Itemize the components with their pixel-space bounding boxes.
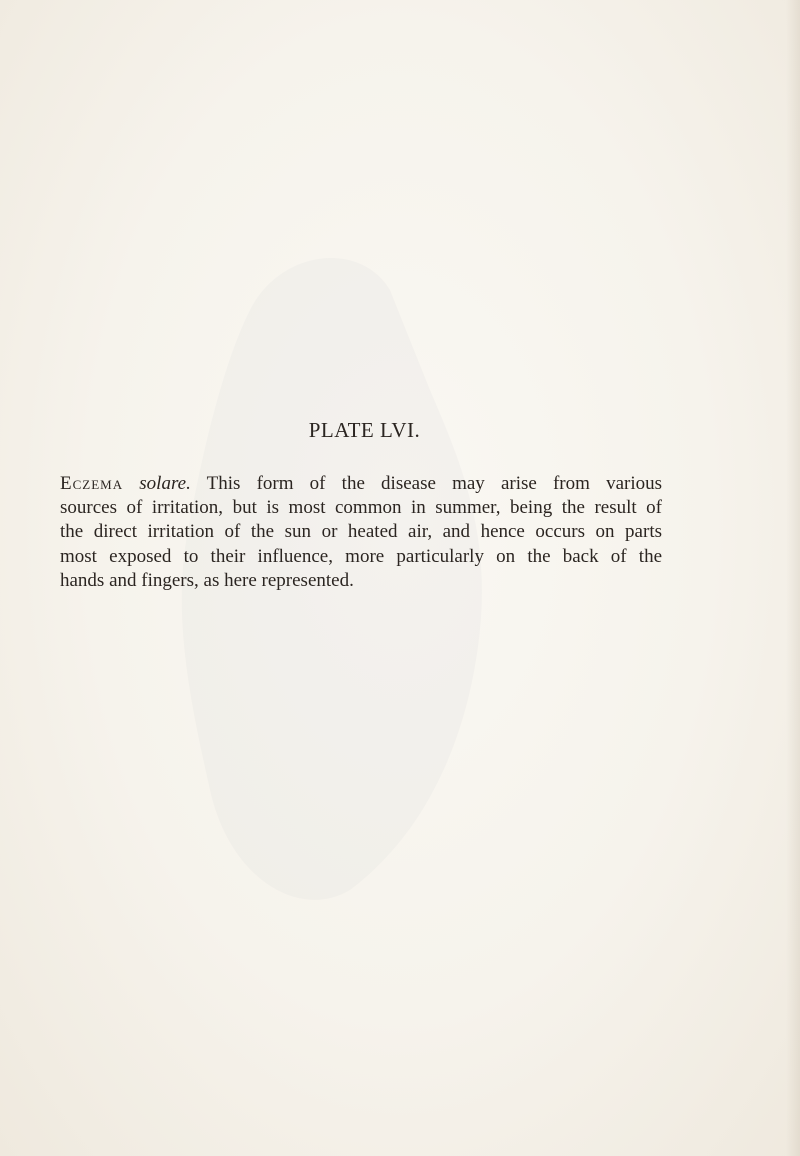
description-line: hands and fingers, as here represented. (60, 569, 354, 591)
disease-variety: solare. (139, 473, 191, 494)
plate-description (60, 472, 662, 593)
description-line (60, 472, 662, 496)
plate-title: PLATE LVI. (308, 418, 421, 442)
description-line-1-text: This form of the disease may arise from various (190, 473, 663, 494)
description-line: sources of irritation, but is most common in summer, being the result of (60, 497, 662, 519)
page-edge-shadow (786, 0, 800, 1156)
disease-name: Eczema (60, 473, 124, 494)
description-line: most exposed to their influence, more particularly on the back of the (60, 545, 662, 567)
description-line: the direct irritation of the sun or heated air, and hence occurs on parts (60, 521, 662, 543)
